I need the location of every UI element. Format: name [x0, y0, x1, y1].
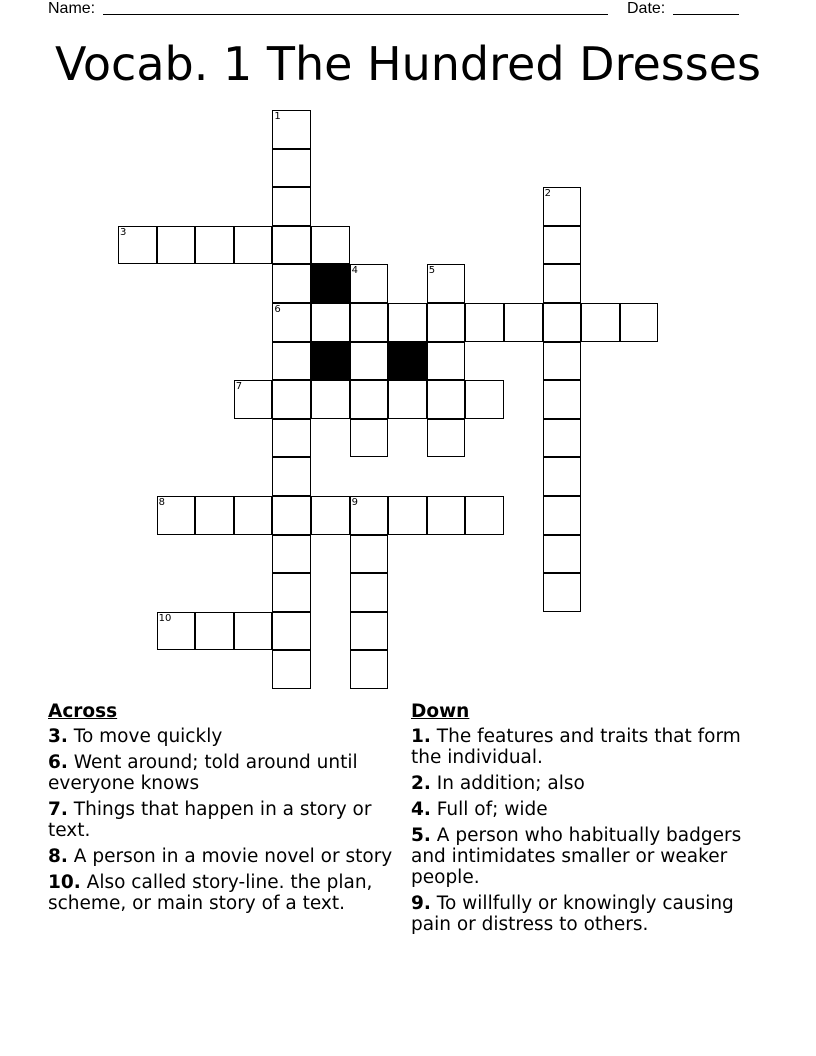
crossword-cell[interactable] — [350, 496, 389, 535]
clue-number: 1. — [411, 726, 431, 747]
crossword-cell[interactable] — [272, 612, 311, 651]
crossword-cell[interactable] — [465, 303, 504, 342]
clue-text: A person in a movie novel or story — [73, 846, 393, 867]
clue-number: 4. — [411, 799, 431, 820]
page-title: Vocab. 1 The Hundred Dresses — [55, 37, 761, 91]
crossword-cell[interactable] — [234, 380, 273, 419]
clue-number: 9. — [411, 893, 431, 914]
crossword-cell[interactable] — [427, 303, 466, 342]
crossword-cell[interactable] — [272, 573, 311, 612]
crossword-cell[interactable] — [311, 226, 350, 265]
crossword-cell[interactable] — [427, 264, 466, 303]
crossword-cell[interactable] — [272, 226, 311, 265]
down-heading: Down — [411, 701, 470, 722]
crossword-cell[interactable] — [620, 303, 659, 342]
crossword-cell[interactable] — [272, 149, 311, 188]
down-clue — [411, 726, 761, 768]
crossword-cell[interactable] — [350, 264, 389, 303]
crossword-cell[interactable] — [272, 110, 311, 149]
crossword-cell[interactable] — [543, 303, 582, 342]
crossword-cell[interactable] — [311, 380, 350, 419]
crossword-cell[interactable] — [195, 226, 234, 265]
name-label: Name: — [48, 0, 96, 17]
crossword-cell[interactable] — [581, 303, 620, 342]
crossword-cell[interactable] — [272, 535, 311, 574]
across-clue — [48, 846, 400, 867]
down-clue — [411, 825, 761, 888]
crossword-cell[interactable] — [543, 573, 582, 612]
crossword-cell[interactable] — [465, 380, 504, 419]
clue-text: Also called story-line. the plan, scheme, or main story of a text. — [48, 872, 373, 914]
crossword-cell[interactable] — [543, 342, 582, 381]
clue-number-label: 4 — [351, 265, 358, 277]
clue-text: The features and traits that form the individual. — [411, 726, 741, 768]
crossword-cell[interactable] — [543, 380, 582, 419]
crossword-cell[interactable] — [272, 650, 311, 689]
across-clues — [48, 701, 400, 919]
crossword-cell[interactable] — [543, 187, 582, 226]
crossword-cell[interactable] — [157, 226, 196, 265]
crossword-cell[interactable] — [427, 496, 466, 535]
crossword-cell[interactable] — [388, 496, 427, 535]
date-label: Date: — [627, 0, 666, 17]
crossword-cell[interactable] — [272, 264, 311, 303]
crossword-cell[interactable] — [543, 226, 582, 265]
crossword-cell[interactable] — [504, 303, 543, 342]
crossword-cell[interactable] — [350, 650, 389, 689]
clue-number: 2. — [411, 773, 431, 794]
down-clue — [411, 799, 761, 820]
clue-number: 10. — [48, 872, 81, 893]
crossword-cell[interactable] — [350, 380, 389, 419]
crossword-cell[interactable] — [427, 419, 466, 458]
across-clue — [48, 752, 400, 794]
crossword-cell[interactable] — [350, 419, 389, 458]
crossword-cell[interactable] — [388, 380, 427, 419]
clue-number-label: 6 — [274, 304, 281, 315]
across-clue — [48, 799, 400, 841]
crossword-cell[interactable] — [272, 342, 311, 381]
clue-number: 5. — [411, 825, 431, 846]
clue-number-label: 10 — [158, 612, 172, 624]
crossword-cell[interactable] — [543, 264, 582, 303]
clue-text: To willfully or knowingly causing pain or distress to others. — [411, 893, 734, 935]
crossword-cell[interactable] — [543, 457, 582, 496]
across-heading: Across — [48, 701, 118, 722]
crossword-cell[interactable] — [234, 496, 273, 535]
across-clue — [48, 726, 400, 747]
crossword-cell[interactable] — [543, 496, 582, 535]
down-clue — [411, 893, 761, 935]
crossword-cell[interactable] — [350, 573, 389, 612]
crossword-cell[interactable] — [465, 496, 504, 535]
clue-text: Things that happen in a story or text. — [48, 799, 372, 841]
crossword-black-cell — [388, 342, 427, 381]
crossword-cell[interactable] — [543, 419, 582, 458]
clue-number: 3. — [48, 726, 68, 747]
across-clue — [48, 872, 400, 914]
crossword-cell[interactable] — [272, 303, 311, 342]
crossword-cell[interactable] — [272, 187, 311, 226]
down-clue — [411, 773, 761, 794]
crossword-cell[interactable] — [157, 496, 196, 535]
clue-number-label: 2 — [544, 188, 551, 200]
crossword-cell[interactable] — [350, 342, 389, 381]
crossword-cell[interactable] — [157, 612, 196, 651]
clue-number: 7. — [48, 799, 68, 820]
clue-number-label: 8 — [158, 497, 165, 508]
clue-text: To move quickly — [73, 726, 223, 747]
crossword-cell[interactable] — [272, 380, 311, 419]
crossword-cell[interactable] — [311, 303, 350, 342]
crossword-cell[interactable] — [272, 419, 311, 458]
clue-number: 6. — [48, 752, 68, 773]
crossword-cell[interactable] — [388, 303, 427, 342]
crossword-cell[interactable] — [350, 612, 389, 651]
clue-text: Went around; told around until everyone knows — [48, 752, 358, 794]
clue-number-label: 9 — [351, 497, 358, 508]
crossword-black-cell — [311, 264, 350, 303]
crossword-cell[interactable] — [118, 226, 157, 265]
clue-number-label: 3 — [120, 226, 127, 238]
crossword-black-cell — [311, 342, 350, 381]
down-clues — [411, 701, 761, 940]
crossword-cell[interactable] — [272, 457, 311, 496]
crossword-cell[interactable] — [195, 496, 234, 535]
clue-text: Full of; wide — [436, 799, 548, 820]
clue-text: A person who habitually badgers and intimidates smaller or weaker people. — [411, 825, 742, 888]
clue-number: 8. — [48, 846, 68, 867]
crossword-cell[interactable] — [272, 496, 311, 535]
crossword-cell[interactable] — [234, 226, 273, 265]
clue-number-label: 5 — [428, 265, 436, 277]
clue-text: In addition; also — [436, 773, 585, 794]
crossword-cell[interactable] — [350, 535, 389, 574]
crossword-cell[interactable] — [543, 535, 582, 574]
crossword-cell[interactable] — [195, 612, 234, 651]
crossword-cell[interactable] — [427, 342, 466, 381]
crossword-cell[interactable] — [234, 612, 273, 651]
clue-number-label: 1 — [274, 111, 281, 122]
crossword-cell[interactable] — [427, 380, 466, 419]
crossword-cell[interactable] — [311, 496, 350, 535]
crossword-cell[interactable] — [350, 303, 389, 342]
clue-number-label: 7 — [235, 381, 243, 393]
